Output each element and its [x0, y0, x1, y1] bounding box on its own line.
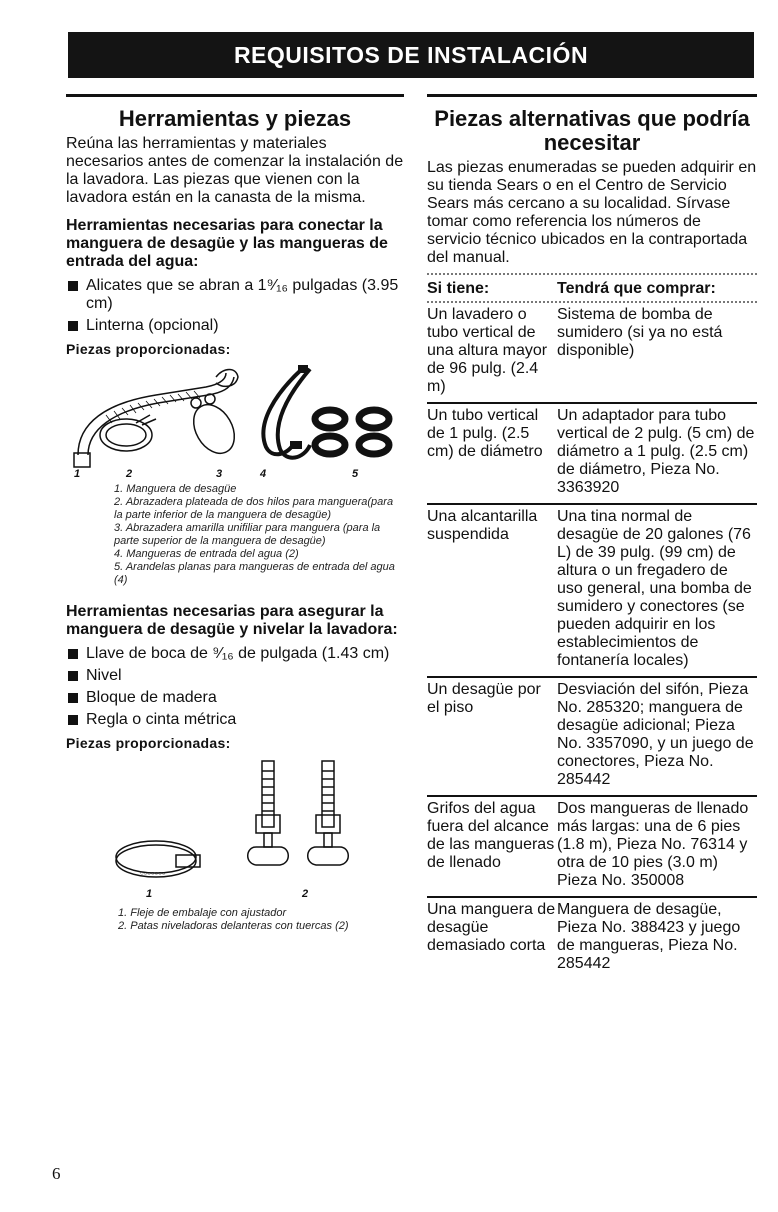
cell-buy: Dos mangueras de llenado más largas: una de 6 pies (1.8 m), Pieza No. 76314 y otra de 10 pies (3.0 m) Pieza No. 350008 [557, 800, 749, 889]
section2-heading: Herramientas necesarias para asegurar la manguera de desagüe y nivelar la lavadora: [66, 603, 398, 638]
fig1-number: 2 [126, 468, 133, 480]
parts-heading: Piezas proporcionadas: [66, 735, 231, 751]
cell-have: Una manguera de desagüe demasiado corta [427, 901, 556, 954]
cell-buy: Sistema de bomba de sumidero (si ya no está disponible) [557, 306, 723, 359]
table-row [427, 503, 757, 676]
section1-heading: Herramientas necesarias para conectar la manguera de desagüe y las mangueras de entrada del agua: [66, 217, 388, 270]
fig1-caption: 4. Mangueras de entrada del agua (2) [114, 548, 299, 560]
cell-buy: Desviación del sifón, Pieza No. 285320; manguera de desagüe adicional; Pieza No. 3357090, y un juego de conectores, Pieza No. 285442 [557, 681, 754, 788]
tool-item: Linterna (opcional) [66, 317, 404, 335]
left-column [66, 94, 404, 933]
table-header [427, 277, 757, 301]
fig2-number: 1 [146, 888, 153, 900]
table-row [427, 896, 757, 979]
section2-tool-list [66, 645, 404, 729]
cell-buy: Manguera de desagüe, Pieza No. 388423 y juego de mangueras, Pieza No. 285442 [557, 901, 741, 972]
tools-intro: Reúna las herramientas y materiales necesarios antes de comenzar la instalación de la lavadora. Las piezas que vienen con la lavadora están en la canasta de la misma. [66, 135, 404, 206]
tool-item: Bloque de madera [66, 689, 404, 707]
section1-tool-list [66, 277, 404, 335]
yellow-clamp-icon [185, 394, 242, 461]
tool-item: Llave de boca de ⁹⁄₁₆ de pulgada (1.43 cm) [66, 645, 404, 663]
fig1-number: 3 [216, 468, 223, 480]
packing-strap-icon [116, 841, 200, 877]
fig2-caption: 2. Patas niveladoras delanteras con tuercas (2) [118, 920, 349, 932]
fig1-caption: 5. Arandelas planas para mangueras de entrada del agua (4) [114, 561, 395, 586]
alternative-parts-title: Piezas alternativas que podría necesitar [434, 106, 750, 155]
cell-buy: Una tina normal de desagüe de 20 galones (76 L) de 39 pulg. (99 cm) de altura o un fregadero de uso general, una bomba de sumidero y conectores (se pueden adquirir en los establecimientos de fontanería locales) [557, 508, 752, 669]
cell-have: Grifos del agua fuera del alcance de las mangueras de llenado [427, 800, 555, 871]
inlet-hoses-icon [263, 365, 310, 458]
table-row [427, 676, 757, 795]
section-banner: REQUISITOS DE INSTALACIÓN [68, 32, 754, 78]
table-row [427, 402, 757, 503]
cell-have: Un tubo vertical de 1 pulg. (2.5 cm) de diámetro [427, 407, 543, 460]
fig1-captions [66, 483, 404, 587]
fig1-number: 5 [352, 468, 359, 480]
page-number: 6 [52, 1164, 61, 1183]
table-row [427, 795, 757, 896]
fig1-caption: 3. Abrazadera amarilla unifiliar para manguera (para la parte superior de la manguera de desagüe) [114, 522, 381, 547]
fig1-number: 4 [260, 468, 267, 480]
tool-item: Alicates que se abran a 1⁹⁄₁₆ pulgadas (3.95 cm) [66, 277, 404, 313]
cell-buy: Un adaptador para tubo vertical de 2 pulg. (5 cm) de diámetro a 1 pulg. (2.5 cm) de diámetro, Pieza No. 3363920 [557, 407, 755, 496]
table-row [427, 301, 757, 402]
leveling-feet-icon [248, 761, 349, 865]
table-divider [427, 273, 757, 275]
tools-title: Herramientas y piezas [118, 106, 352, 131]
header-have: Si tiene: [427, 280, 490, 297]
cell-have: Un lavadero o tubo vertical de una altura mayor de 96 pulg. (2.4 m) [427, 306, 548, 395]
flat-washers-icon [315, 410, 389, 454]
parts-heading: Piezas proporcionadas: [66, 341, 231, 357]
tool-item: Nivel [66, 667, 404, 685]
fig1-caption: 1. Manguera de desagüe [114, 483, 237, 495]
cell-have: Un desagüe por el piso [427, 681, 541, 716]
fig2-number: 2 [302, 888, 309, 900]
parts-illustration-1 [66, 363, 404, 483]
fig2-captions [66, 907, 404, 933]
cell-have: Una alcantarilla suspendida [427, 508, 538, 543]
fig1-caption: 2. Abrazadera plateada de dos hilos para manguera(para la parte inferior de la manguera de desagüe) [114, 496, 394, 521]
alternative-parts-intro: Las piezas enumeradas se pueden adquirir en su tienda Sears o en el Centro de Servicio Sears más cercano a su localidad. Sírvase tomar como referencia los números de servicio técnico ubicados en la contraportada del manual. [427, 159, 757, 266]
right-column [427, 94, 757, 979]
header-buy: Tendrá que comprar: [557, 280, 716, 297]
tool-item: Regla o cinta métrica [66, 711, 404, 729]
svg-text:○○○○○○○: ○○○○○○○ [140, 871, 166, 877]
fig2-caption: 1. Fleje de embalaje con ajustador [118, 907, 287, 919]
fig1-number: 1 [74, 468, 81, 480]
parts-illustration-2 [66, 757, 404, 907]
